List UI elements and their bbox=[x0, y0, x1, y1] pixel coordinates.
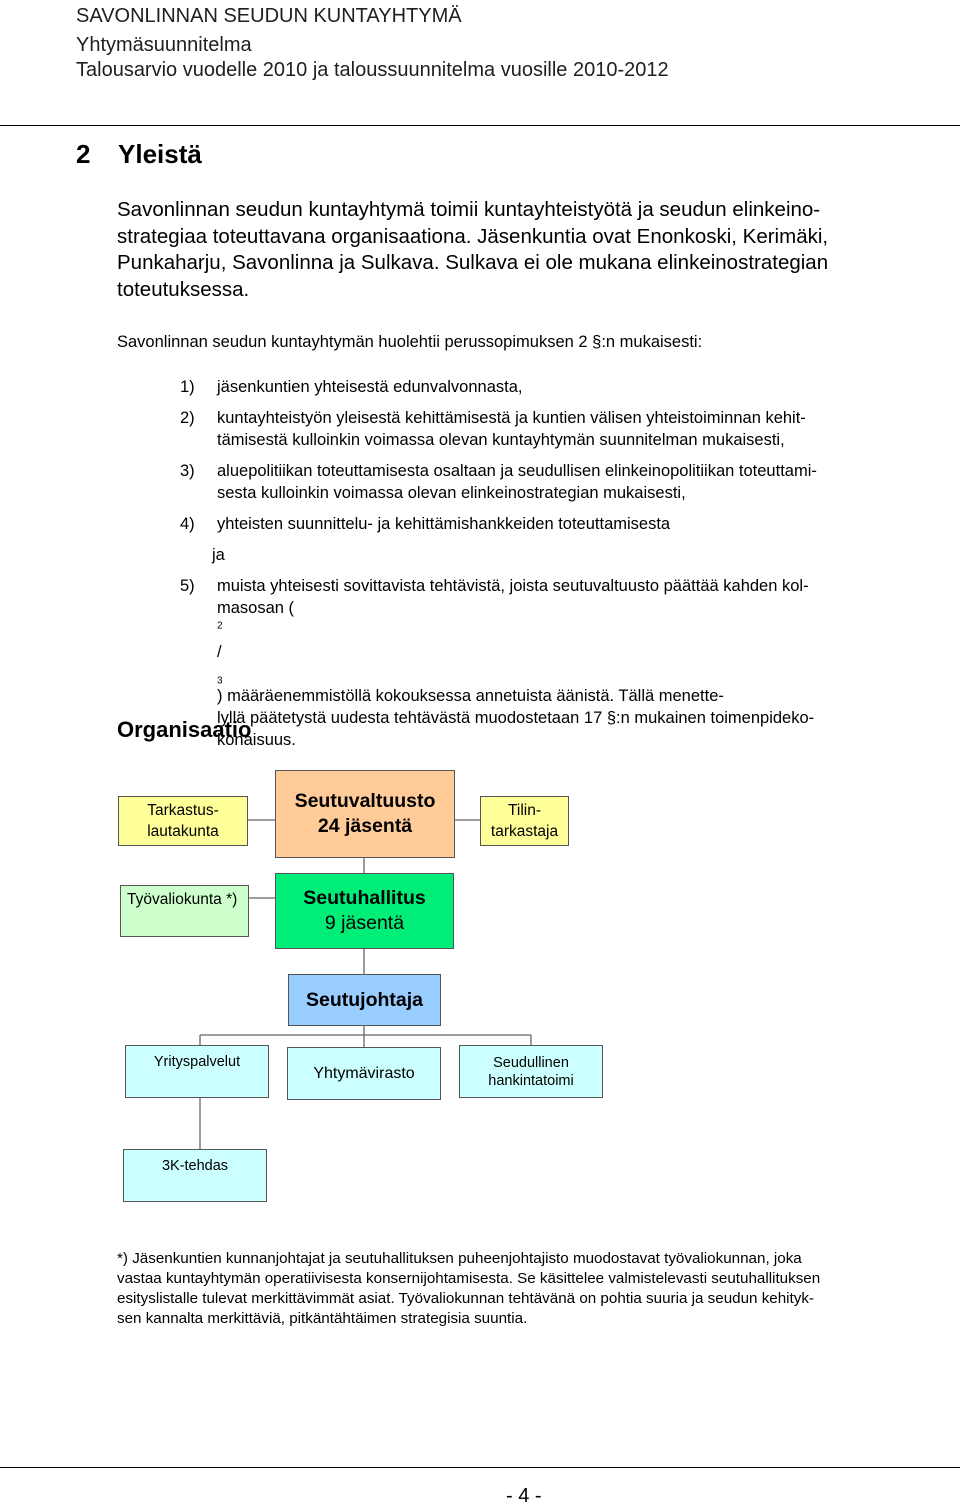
page-number: - 4 - bbox=[506, 1485, 542, 1507]
duty-text: masosan ( bbox=[217, 599, 295, 617]
box-label: 24 jäsentä bbox=[317, 815, 413, 837]
duty-line: kuntayhteistyön yleisestä kehittämisestä ja kuntien välisen yhteistoiminnan kehit- bbox=[217, 409, 806, 427]
box-label: tarkastaja bbox=[490, 823, 559, 840]
header-org: SAVONLINNAN SEUDUN KUNTAYHTYMÄ bbox=[76, 5, 462, 27]
duty-number: 2) bbox=[180, 409, 195, 427]
duty-line: konaisuus. bbox=[217, 731, 296, 749]
org-box-yrityspalvelut bbox=[125, 1045, 269, 1098]
duty-line: jäsenkuntien yhteisestä edunvalvonnasta, bbox=[217, 378, 523, 396]
footnote-line: vastaa kuntayhtymän operatiivisesta konsernijohtamisesta. Se käsittelee valmistelevasti seutuhallituksen bbox=[117, 1270, 821, 1287]
section-title: Yleistä bbox=[118, 139, 202, 169]
box-label: Seudullinen bbox=[493, 1054, 569, 1071]
duty-line: lyllä päätetystä uudesta tehtävästä muodostetaan 17 §:n mukainen toimenpideko- bbox=[217, 709, 815, 727]
intro-line: Punkaharju, Savonlinna ja Sulkava. Sulkava ei ole mukana elinkeinostrategian bbox=[117, 251, 829, 274]
header-doc: Yhtymäsuunnitelma bbox=[76, 34, 252, 56]
org-box-seutuhallitus bbox=[275, 873, 454, 949]
duty-line: aluepolitiikan toteuttamisesta osaltaan ja seudullisen elinkeinopolitiikan toteuttami- bbox=[217, 462, 817, 480]
org-box-seutujohtaja bbox=[288, 974, 441, 1026]
duty-line: muista yhteisesti sovittavista tehtävistä, joista seutuvaltuusto päättää kahden kol- bbox=[217, 577, 809, 595]
intro-line: strategiaa toteuttavana organisaationa. Jäsenkuntia ovat Enonkoski, Kerimäki, bbox=[117, 224, 829, 248]
org-box-3k-tehdas bbox=[123, 1149, 267, 1202]
box-label: Yrityspalvelut bbox=[153, 1054, 241, 1070]
box-label: 3K-tehdas bbox=[161, 1158, 229, 1174]
intro-line: toteutuksessa. bbox=[117, 277, 250, 301]
box-label: lautakunta bbox=[147, 823, 219, 840]
box-label: Seutuvaltuusto bbox=[294, 790, 436, 812]
box-label: Työvaliokunta *) bbox=[127, 891, 238, 908]
duty-conjunction: ja bbox=[212, 546, 225, 564]
fraction-slash: / bbox=[217, 643, 222, 661]
box-label: Yhtymävirasto bbox=[313, 1064, 415, 1082]
box-label: Tilin- bbox=[507, 802, 541, 819]
duties-intro: Savonlinnan seudun kuntayhtymän huolehtii perussopimuksen 2 §:n mukaisesti: bbox=[117, 333, 703, 351]
box-label: 9 jäsentä bbox=[324, 912, 405, 934]
org-box-hankintatoimi bbox=[459, 1045, 603, 1098]
fraction-denominator: 3 bbox=[217, 675, 223, 687]
intro-line: Savonlinnan seudun kuntayhtymä toimii kuntayhteistyötä ja seudun elinkeino- bbox=[117, 198, 821, 221]
duty-number: 4) bbox=[180, 515, 195, 533]
org-box-tilintarkastaja bbox=[480, 796, 569, 846]
box-label: hankintatoimi bbox=[488, 1072, 574, 1089]
fraction-numerator: 2 bbox=[217, 620, 223, 632]
footnote bbox=[117, 1249, 820, 1329]
duty-number: 1) bbox=[180, 378, 195, 396]
footnote-line: *) Jäsenkuntien kunnanjohtajat ja seutuhallituksen puheenjohtajisto muodostavat työvaliokunnan, joka bbox=[117, 1250, 802, 1267]
duty-line: yhteisten suunnittelu- ja kehittämishankkeiden toteuttamisesta bbox=[217, 515, 671, 533]
footer-rule bbox=[0, 1467, 960, 1468]
header-budget: Talousarvio vuodelle 2010 ja taloussuunnitelma vuosille 2010-2012 bbox=[76, 59, 669, 81]
duty-number: 5) bbox=[180, 577, 195, 595]
duty-text: ) määräenemmistöllä kokouksessa annetuista äänistä. Tällä menette- bbox=[217, 687, 724, 705]
box-label: Seutujohtaja bbox=[305, 988, 423, 1011]
box-label: Tarkastus- bbox=[147, 802, 219, 819]
footnote-line: sen kannalta merkittäviä, pitkäntähtäimen strategisia suuntia. bbox=[117, 1310, 528, 1327]
footnote-line: esityslistalle tulevat merkittävimmät asiat. Työvaliokunnan tehtävänä on pohtia suuria ja seudun kehityk- bbox=[117, 1290, 815, 1307]
org-box-seutuvaltuusto bbox=[275, 770, 455, 858]
org-box-tyovaliokunta bbox=[120, 885, 249, 937]
org-box-tarkastuslautakunta bbox=[118, 796, 248, 846]
duty-line: tämisestä kulloinkin voimassa olevan kuntayhtymän suunnitelman mukaisesti, bbox=[217, 431, 785, 449]
org-box-yhtymavirasto bbox=[287, 1047, 441, 1100]
box-label: Seutuhallitus bbox=[303, 887, 426, 909]
duty-number: 3) bbox=[180, 462, 195, 480]
duty-line: sesta kulloinkin voimassa olevan elinkeinostrategian mukaisesti, bbox=[217, 484, 686, 502]
section-number: 2 bbox=[76, 139, 91, 169]
organisation-heading: Organisaatio bbox=[117, 717, 252, 742]
